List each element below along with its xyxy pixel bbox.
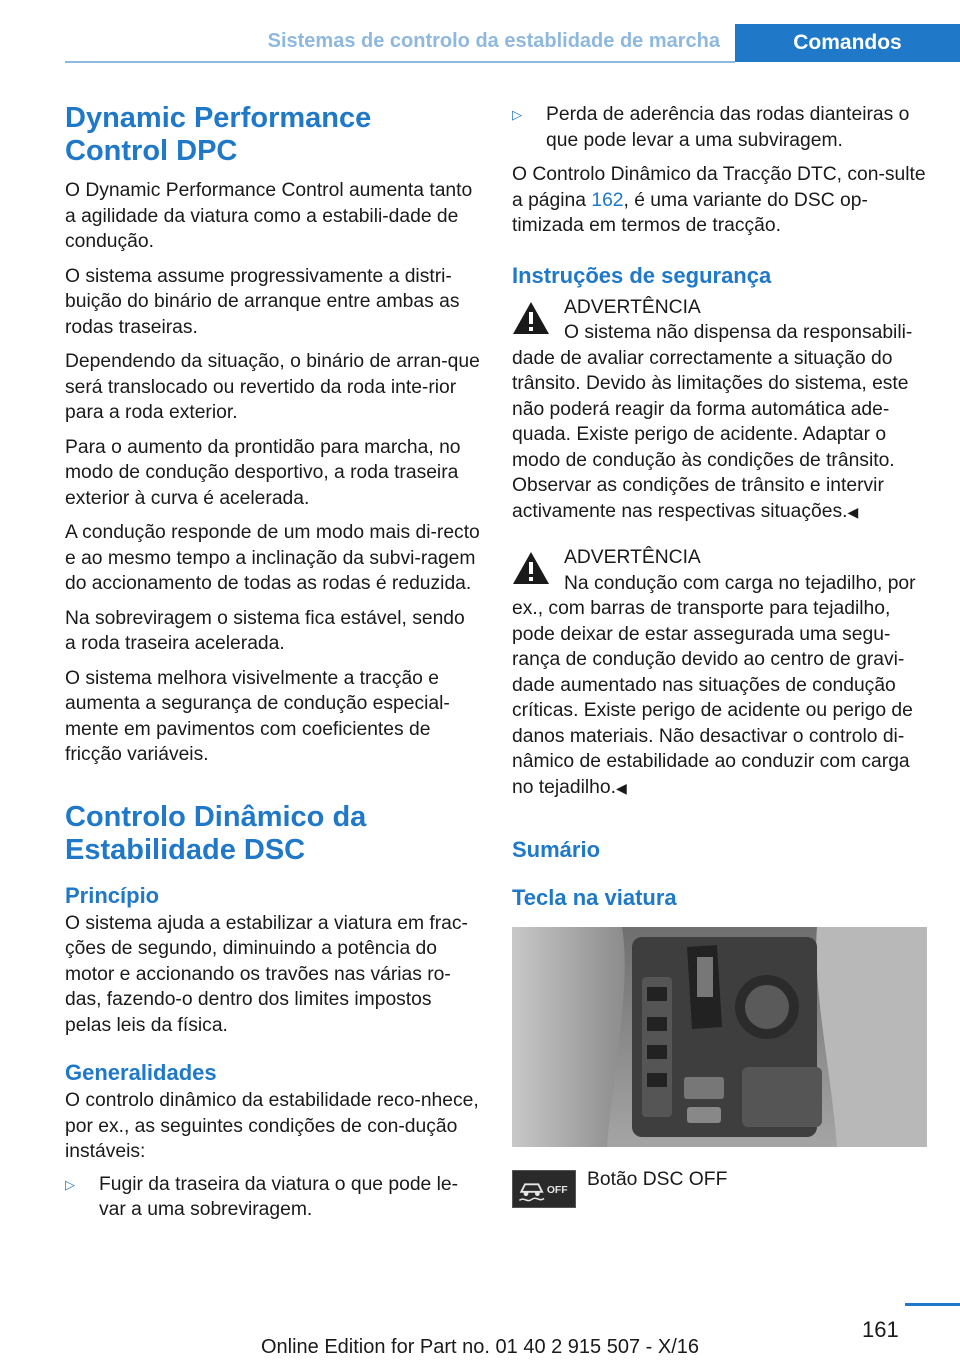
list-item: ▷ Perda de aderência das rodas dianteiras o que pode levar a uma subviragem. bbox=[512, 104, 910, 151]
footer-rule bbox=[905, 1303, 960, 1306]
warning-triangle-icon bbox=[512, 551, 550, 585]
paragraph: Dependendo da situação, o binário de arran-que será translocado ou revertido da roda inte-rior para a roda exterior. bbox=[65, 351, 480, 423]
heading-dsc: Controlo Dinâmico da Estabilidade DSC bbox=[65, 800, 367, 866]
paragraph: A condução responde de um modo mais di-recto e ao mesmo tempo a inclinação da subvi-ragem do accionamento de todas as rodas é reduzida. bbox=[65, 522, 480, 594]
paragraph: Para o aumento da prontidão para marcha, no modo de condução desportivo, a roda traseira exterior à curva é acelerada. bbox=[65, 436, 461, 509]
warning-text: ex., com barras de transporte para tejadilho, pode deixar de estar assegurada uma segu-rança de condução devido ao centro de gravi-dade aumentado nas situações de condução críticas. Existe perigo de acidente ou perigo de danos materiais. Não desactivar o controlo di-nâmico de estabilidade ao conduzir com carga no tejadilho.◀ bbox=[512, 598, 913, 798]
heading-dpc: Dynamic Performance Control DPC bbox=[65, 102, 372, 167]
heading-generalidades: Generalidades bbox=[65, 1060, 217, 1085]
left-column bbox=[65, 102, 480, 1232]
triangle-right-icon: ▷ bbox=[65, 1176, 75, 1192]
end-mark-icon: ◀ bbox=[616, 779, 627, 796]
heading-safety: Instruções de segurança bbox=[512, 262, 772, 288]
warning-label: ADVERTÊNCIA bbox=[564, 547, 701, 568]
dsc-button-label: Botão DSC OFF bbox=[587, 1169, 728, 1190]
dsc-button-row bbox=[512, 1167, 927, 1207]
heading-principio: Princípio bbox=[65, 882, 160, 908]
center-console-photo bbox=[512, 927, 927, 1147]
warning-block bbox=[512, 295, 927, 526]
header-rule bbox=[65, 61, 735, 63]
warning-block bbox=[512, 545, 927, 801]
right-column bbox=[512, 102, 927, 1207]
list-item: ▷ Fugir da traseira da viatura o que pode le-var a uma sobreviragem. bbox=[65, 1173, 459, 1220]
paragraph: O sistema melhora visivelmente a tracção e aumenta a segurança de condução especial-mente em pavimentos com coeficientes de fricção variáveis. bbox=[65, 667, 450, 765]
end-mark-icon: ◀ bbox=[847, 503, 859, 520]
center-console-image bbox=[512, 927, 927, 1147]
warning-text-first-line: O sistema não dispensa da responsabili- bbox=[564, 322, 913, 343]
chapter-tab: Comandos bbox=[735, 24, 960, 62]
page-reference-link[interactable]: 162 bbox=[591, 189, 624, 211]
svg-text:OFF: OFF bbox=[546, 1184, 568, 1196]
paragraph: O Dynamic Performance Control aumenta tanto a agilidade da viatura como a estabili-dade de condução. bbox=[65, 180, 473, 252]
triangle-right-icon: ▷ bbox=[512, 107, 522, 122]
warning-text-first-line: Na condução com carga no tejadilho, por bbox=[564, 572, 916, 594]
heading-summary: Sumário bbox=[512, 837, 601, 862]
warning-label: ADVERTÊNCIA bbox=[564, 296, 701, 318]
paragraph: O sistema assume progressivamente a distri-buição do binário de arranque entre ambas as rodas traseiras. bbox=[65, 265, 460, 338]
page-header bbox=[0, 0, 960, 62]
condition-list-continued bbox=[512, 102, 927, 153]
paragraph: O controlo dinâmico da estabilidade reco-nhece, por ex., as seguintes condições de con-dução instáveis: bbox=[65, 1090, 479, 1162]
dtc-paragraph: O Controlo Dinâmico da Tracção DTC, con-sulte a página 162, é uma variante do DSC op-timizada em termos de tracção. bbox=[512, 164, 926, 236]
warning-triangle-icon bbox=[512, 301, 550, 335]
section-title: Sistemas de controlo da establidade de marcha bbox=[267, 30, 720, 52]
paragraph: O sistema ajuda a estabilizar a viatura em frac-ções de segundo, diminuindo a potência do motor e accionando os travões nas várias ro-das, fazendo-o dentro dos limites impostos pelas leis da física. bbox=[65, 912, 468, 1036]
condition-list bbox=[65, 1172, 480, 1223]
heading-button-in-vehicle: Tecla na viatura bbox=[512, 885, 677, 910]
edition-footer: Online Edition for Part no. 01 40 2 915 507 - X/16 bbox=[260, 1336, 700, 1358]
dsc-off-icon bbox=[512, 1170, 576, 1208]
warning-text: dade de avaliar correctamente a situação do trânsito. Devido às limitações do sistema, este não poderá reagir da forma automática ade-quada. Existe perigo de acidente. Adaptar o modo de condução às condições de trânsito. Observar as condições de trânsito e intervir activamente nas respectivas situações.◀ bbox=[512, 347, 909, 522]
paragraph: Na sobreviragem o sistema fica estável, sendo a roda traseira acelerada. bbox=[65, 607, 465, 654]
page-number: 161 bbox=[862, 1317, 899, 1342]
